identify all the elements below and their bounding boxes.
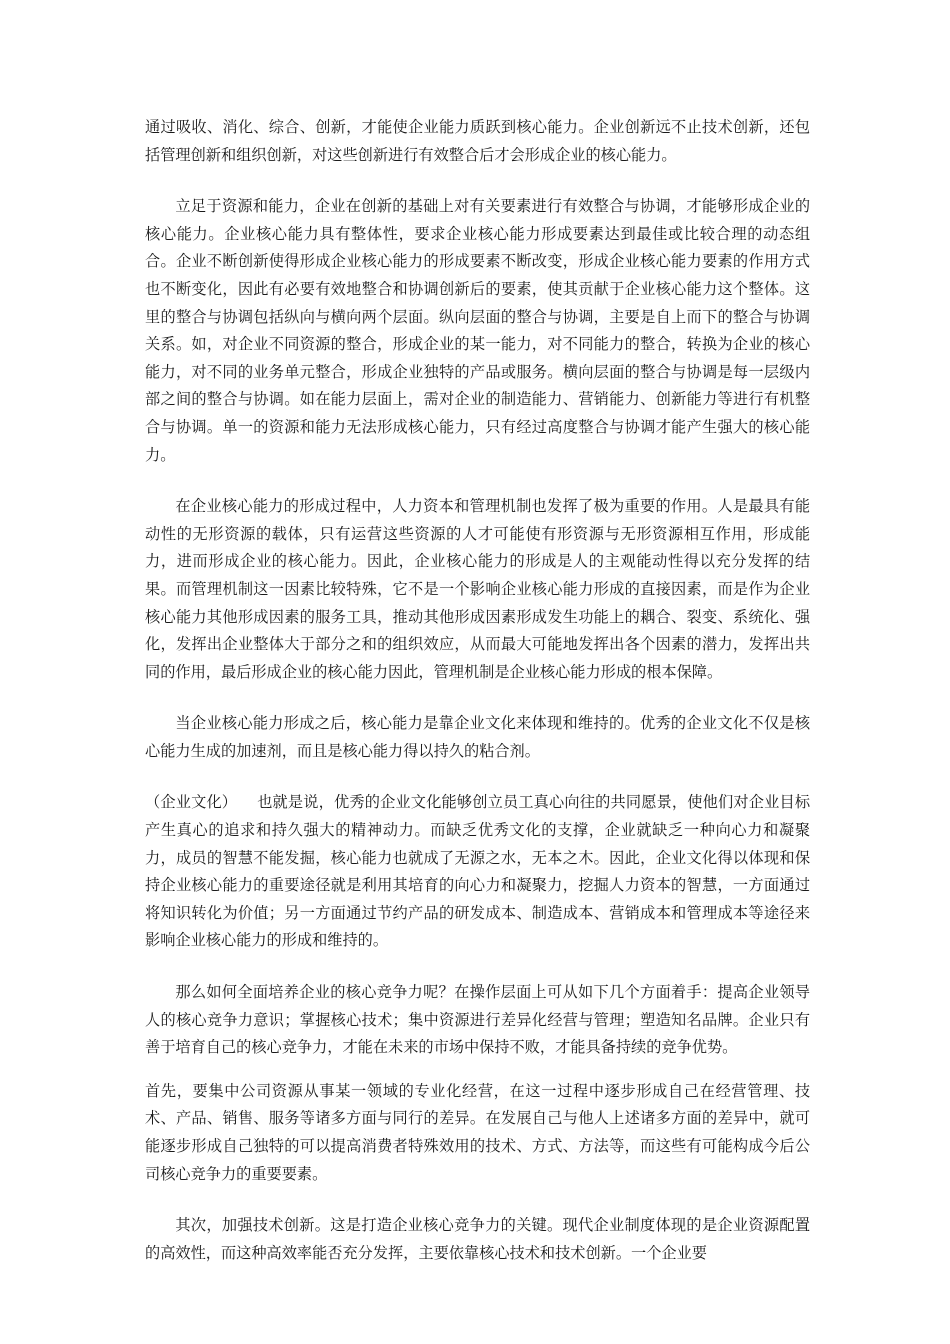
- paragraph-8: 其次，加强技术创新。这是打造企业核心竞争力的关键。现代企业制度体现的是企业资源配置的高效性，而这种高效率能否充分发挥，主要依靠核心技术和技术创新。一个企业要: [145, 1216, 810, 1262]
- paragraph-5-text: 也就是说，优秀的企业文化能够创立员工真心向往的共同愿景，使他们对企业目标产生真心的追求和持久强大的精神动力。而缺乏优秀文化的支撑，企业就缺乏一种向心力和凝聚力，成员的智慧不能发掘，核心能力也就成了无源之水，无本之木。因此，企业文化得以体现和保持企业核心能力的重要途径就是利用其培育的向心力和凝聚力，挖掘人力资本的智慧，一方面通过将知识转化为价值；另一方面通过节约产品的研发成本、制造成本、营销成本和管理成本等途径来影响企业核心能力的形成和维持的。: [145, 793, 811, 950]
- paragraph-4: 当企业核心能力形成之后，核心能力是靠企业文化来体现和维持的。优秀的企业文化不仅是核心能力生成的加速剂，而且是核心能力得以持久的粘合剂。: [145, 714, 810, 760]
- paragraph-6: 那么如何全面培养企业的核心竞争力呢？在操作层面上可从如下几个方面着手：提高企业领导人的核心竞争力意识；掌握核心技术；集中资源进行差异化经营与管理；塑造知名品牌。企业只有善于培育自己的核心竞争力，才能在未来的市场中保持不败，才能具备持续的竞争优势。: [145, 983, 810, 1057]
- document-body: [145, 114, 810, 1267]
- paragraph-5: [145, 789, 810, 955]
- paragraph-1: 通过吸收、消化、综合、创新，才能使企业能力质跃到核心能力。企业创新远不止技术创新，还包括管理创新和组织创新，对这些创新进行有效整合后才会形成企业的核心能力。: [145, 118, 810, 164]
- paragraph-3: 在企业核心能力的形成过程中，人力资本和管理机制也发挥了极为重要的作用。人是最具有能动性的无形资源的载体，只有运营这些资源的人才可能使有形资源与无形资源相互作用，形成能力，进而形成企业的核心能力。因此，企业核心能力的形成是人的主观能动性得以充分发挥的结果。而管理机制这一因素比较特殊，它不是一个影响企业核心能力形成的直接因素，而是作为企业核心能力其他形成因素的服务工具，推动其他形成因素形成发生功能上的耦合、裂变、系统化、强化，发挥出企业整体大于部分之和的组织效应，从而最大可能地发挥出各个因素的潜力，发挥出共同的作用，最后形成企业的核心能力因此，管理机制是企业核心能力形成的根本保障。: [145, 497, 810, 681]
- paragraph-2: 立足于资源和能力，企业在创新的基础上对有关要素进行有效整合与协调，才能够形成企业的核心能力。企业核心能力具有整体性，要求企业核心能力形成要素达到最佳或比较合理的动态组合。企业不断创新使得形成企业核心能力的形成要素不断改变，形成企业核心能力要素的作用方式也不断变化，因此有必要有效地整合和协调创新后的要素，使其贡献于企业核心能力这个整体。这里的整合与协调包括纵向与横向两个层面。纵向层面的整合与协调，主要是自上而下的整合与协调关系。如，对企业不同资源的整合，形成企业的某一能力，对不同能力的整合，转换为企业的核心能力，对不同的业务单元整合，形成企业独特的产品或服务。横向层面的整合与协调是每一层级内部之间的整合与协调。如在能力层面上，需对企业的制造能力、营销能力、创新能力等进行有机整合与协调。单一的资源和能力无法形成核心能力，只有经过高度整合与协调才能产生强大的核心能力。: [145, 197, 810, 464]
- paragraph-5-lead: （企业文化）: [145, 793, 238, 812]
- paragraph-7: 首先，要集中公司资源从事某一领域的专业化经营，在这一过程中逐步形成自己在经营管理、技术、产品、销售、服务等诸多方面与同行的差异。在发展自己与他人上述诸多方面的差异中，就可能逐步形成自己独特的可以提高消费者特殊效用的技术、方式、方法等，而这些有可能构成今后公司核心竞争力的重要要素。: [145, 1081, 810, 1183]
